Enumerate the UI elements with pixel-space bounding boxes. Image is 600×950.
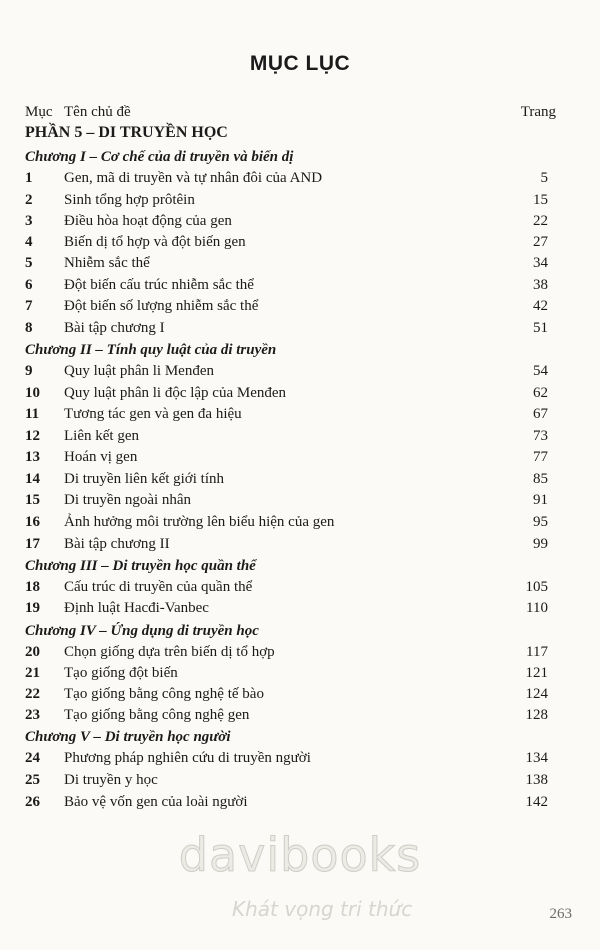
entry-title: Tạo giống bằng công nghệ gen bbox=[64, 707, 250, 723]
entry-title: Ảnh hưởng môi trường lên biểu hiện của gen bbox=[64, 514, 335, 530]
toc-entry[interactable] bbox=[0, 385, 600, 407]
column-header-topic: Tên chủ đề bbox=[64, 104, 131, 120]
toc-entry[interactable] bbox=[0, 428, 600, 450]
entry-page: 34 bbox=[533, 255, 548, 271]
entry-number: 18 bbox=[25, 579, 40, 595]
chapter-heading-2: Chương II – Tính quy luật của di truyền bbox=[25, 342, 277, 358]
toc-entry[interactable] bbox=[0, 255, 600, 277]
entry-number: 2 bbox=[25, 192, 33, 208]
toc-entry[interactable] bbox=[0, 707, 600, 729]
entry-title: Tương tác gen và gen đa hiệu bbox=[64, 406, 242, 422]
watermark-slogan: Khát vọng tri thức bbox=[232, 897, 413, 921]
toc-entry[interactable] bbox=[0, 192, 600, 214]
entry-number: 1 bbox=[25, 170, 33, 186]
entry-page: 95 bbox=[533, 514, 548, 530]
entry-number: 9 bbox=[25, 363, 33, 379]
entry-title: Cấu trúc di truyền của quần thể bbox=[64, 579, 253, 595]
entry-page: 27 bbox=[533, 234, 548, 250]
entry-page: 121 bbox=[525, 665, 548, 681]
toc-entry[interactable] bbox=[0, 536, 600, 558]
entry-number: 13 bbox=[25, 449, 40, 465]
chapter-heading-3: Chương III – Di truyền học quần thể bbox=[25, 558, 256, 574]
chapter-heading-4: Chương IV – Ứng dụng di truyền học bbox=[25, 623, 259, 639]
entry-title: Quy luật phân li Menđen bbox=[64, 363, 214, 379]
toc-entry[interactable] bbox=[0, 320, 600, 342]
entry-number: 17 bbox=[25, 536, 40, 552]
column-header-page: Trang bbox=[520, 104, 556, 120]
entry-page: 67 bbox=[533, 406, 548, 422]
entry-title: Nhiễm sắc thể bbox=[64, 255, 150, 271]
entry-number: 10 bbox=[25, 385, 40, 401]
entry-page: 142 bbox=[525, 794, 548, 810]
entry-title: Gen, mã di truyền và tự nhân đôi của AND bbox=[64, 170, 323, 186]
entry-title: Bảo vệ vốn gen của loài người bbox=[64, 794, 248, 810]
entry-page: 38 bbox=[533, 277, 548, 293]
toc-entry[interactable] bbox=[0, 406, 600, 428]
entry-page: 73 bbox=[533, 428, 548, 444]
entry-number: 3 bbox=[25, 213, 33, 229]
entry-page: 99 bbox=[533, 536, 548, 552]
entry-title: Phương pháp nghiên cứu di truyền người bbox=[64, 750, 311, 766]
entry-page: 110 bbox=[526, 600, 548, 616]
entry-title: Tạo giống đột biến bbox=[64, 665, 178, 681]
entry-title: Di truyền y học bbox=[64, 772, 158, 788]
entry-title: Quy luật phân li độc lập của Menđen bbox=[64, 385, 287, 401]
entry-number: 21 bbox=[25, 665, 40, 681]
entry-number: 7 bbox=[25, 298, 33, 314]
entry-title: Đột biến số lượng nhiễm sắc thể bbox=[64, 298, 259, 314]
entry-page: 51 bbox=[533, 320, 548, 336]
entry-number: 14 bbox=[25, 471, 40, 487]
toc-entry[interactable] bbox=[0, 492, 600, 514]
entry-page: 105 bbox=[525, 579, 548, 595]
entry-number: 23 bbox=[25, 707, 40, 723]
entry-title: Tạo giống bằng công nghệ tế bào bbox=[64, 686, 264, 702]
entry-number: 25 bbox=[25, 772, 40, 788]
toc-entry[interactable] bbox=[0, 471, 600, 493]
entry-number: 20 bbox=[25, 644, 40, 660]
toc-entry[interactable] bbox=[0, 277, 600, 299]
toc-entry[interactable] bbox=[0, 772, 600, 794]
entry-page: 138 bbox=[525, 772, 548, 788]
entry-number: 22 bbox=[25, 686, 40, 702]
entry-page: 62 bbox=[533, 385, 548, 401]
entry-title: Bài tập chương I bbox=[64, 320, 165, 336]
entry-page: 124 bbox=[525, 686, 548, 702]
entry-number: 5 bbox=[25, 255, 33, 271]
entry-number: 24 bbox=[25, 750, 40, 766]
entry-page: 134 bbox=[525, 750, 548, 766]
entry-number: 4 bbox=[25, 234, 33, 250]
entry-number: 16 bbox=[25, 514, 40, 530]
entry-title: Hoán vị gen bbox=[64, 449, 138, 465]
toc-entry[interactable] bbox=[0, 686, 600, 708]
toc-entry[interactable] bbox=[0, 665, 600, 687]
entry-number: 11 bbox=[25, 406, 40, 422]
entry-title: Chọn giống dựa trên biến dị tổ hợp bbox=[64, 644, 275, 660]
toc-entry[interactable] bbox=[0, 794, 600, 816]
entry-page: 42 bbox=[533, 298, 548, 314]
entry-number: 15 bbox=[25, 492, 40, 508]
entry-page: 128 bbox=[525, 707, 548, 723]
toc-entry[interactable] bbox=[0, 579, 600, 601]
column-header-number: Mục bbox=[25, 104, 53, 120]
entry-page: 91 bbox=[533, 492, 548, 508]
entry-number: 26 bbox=[25, 794, 40, 810]
toc-entry[interactable] bbox=[0, 363, 600, 385]
entry-title: Đột biến cấu trúc nhiễm sắc thể bbox=[64, 277, 254, 293]
entry-title: Di truyền liên kết giới tính bbox=[64, 471, 224, 487]
entry-title: Di truyền ngoài nhân bbox=[64, 492, 192, 508]
toc-entry[interactable] bbox=[0, 170, 600, 192]
toc-entry[interactable] bbox=[0, 298, 600, 320]
entry-title: Biến dị tổ hợp và đột biến gen bbox=[64, 234, 246, 250]
entry-number: 19 bbox=[25, 600, 40, 616]
page-number: 263 bbox=[549, 906, 572, 922]
entry-page: 15 bbox=[533, 192, 548, 208]
entry-page: 5 bbox=[540, 170, 548, 186]
entry-number: 6 bbox=[25, 277, 33, 293]
entry-number: 8 bbox=[25, 320, 33, 336]
entry-title: Định luật Hacđi-Vanbec bbox=[64, 600, 209, 616]
chapter-heading-5: Chương V – Di truyền học người bbox=[25, 729, 231, 745]
entry-page: 77 bbox=[533, 449, 548, 465]
entry-title: Sinh tổng hợp prôtêin bbox=[64, 192, 195, 208]
part-heading: PHẦN 5 – DI TRUYỀN HỌC bbox=[25, 124, 228, 141]
toc-entry[interactable] bbox=[0, 514, 600, 536]
toc-entry[interactable] bbox=[0, 644, 600, 666]
entry-page: 54 bbox=[533, 363, 548, 379]
page-title: MỤC LỤC bbox=[249, 52, 351, 75]
entry-page: 85 bbox=[533, 471, 548, 487]
entry-page: 117 bbox=[526, 644, 548, 660]
toc-entry[interactable] bbox=[0, 213, 600, 235]
entry-title: Điều hòa hoạt động của gen bbox=[64, 213, 232, 229]
toc-entry[interactable] bbox=[0, 600, 600, 622]
entry-number: 12 bbox=[25, 428, 40, 444]
entry-page: 22 bbox=[533, 213, 548, 229]
toc-entry[interactable] bbox=[0, 449, 600, 471]
watermark-brand: davibooks bbox=[178, 828, 422, 882]
entry-title: Bài tập chương II bbox=[64, 536, 170, 552]
entry-title: Liên kết gen bbox=[64, 428, 139, 444]
toc-entry[interactable] bbox=[0, 234, 600, 256]
chapter-heading-1: Chương I – Cơ chế của di truyền và biến dị bbox=[25, 149, 294, 165]
toc-entry[interactable] bbox=[0, 750, 600, 772]
